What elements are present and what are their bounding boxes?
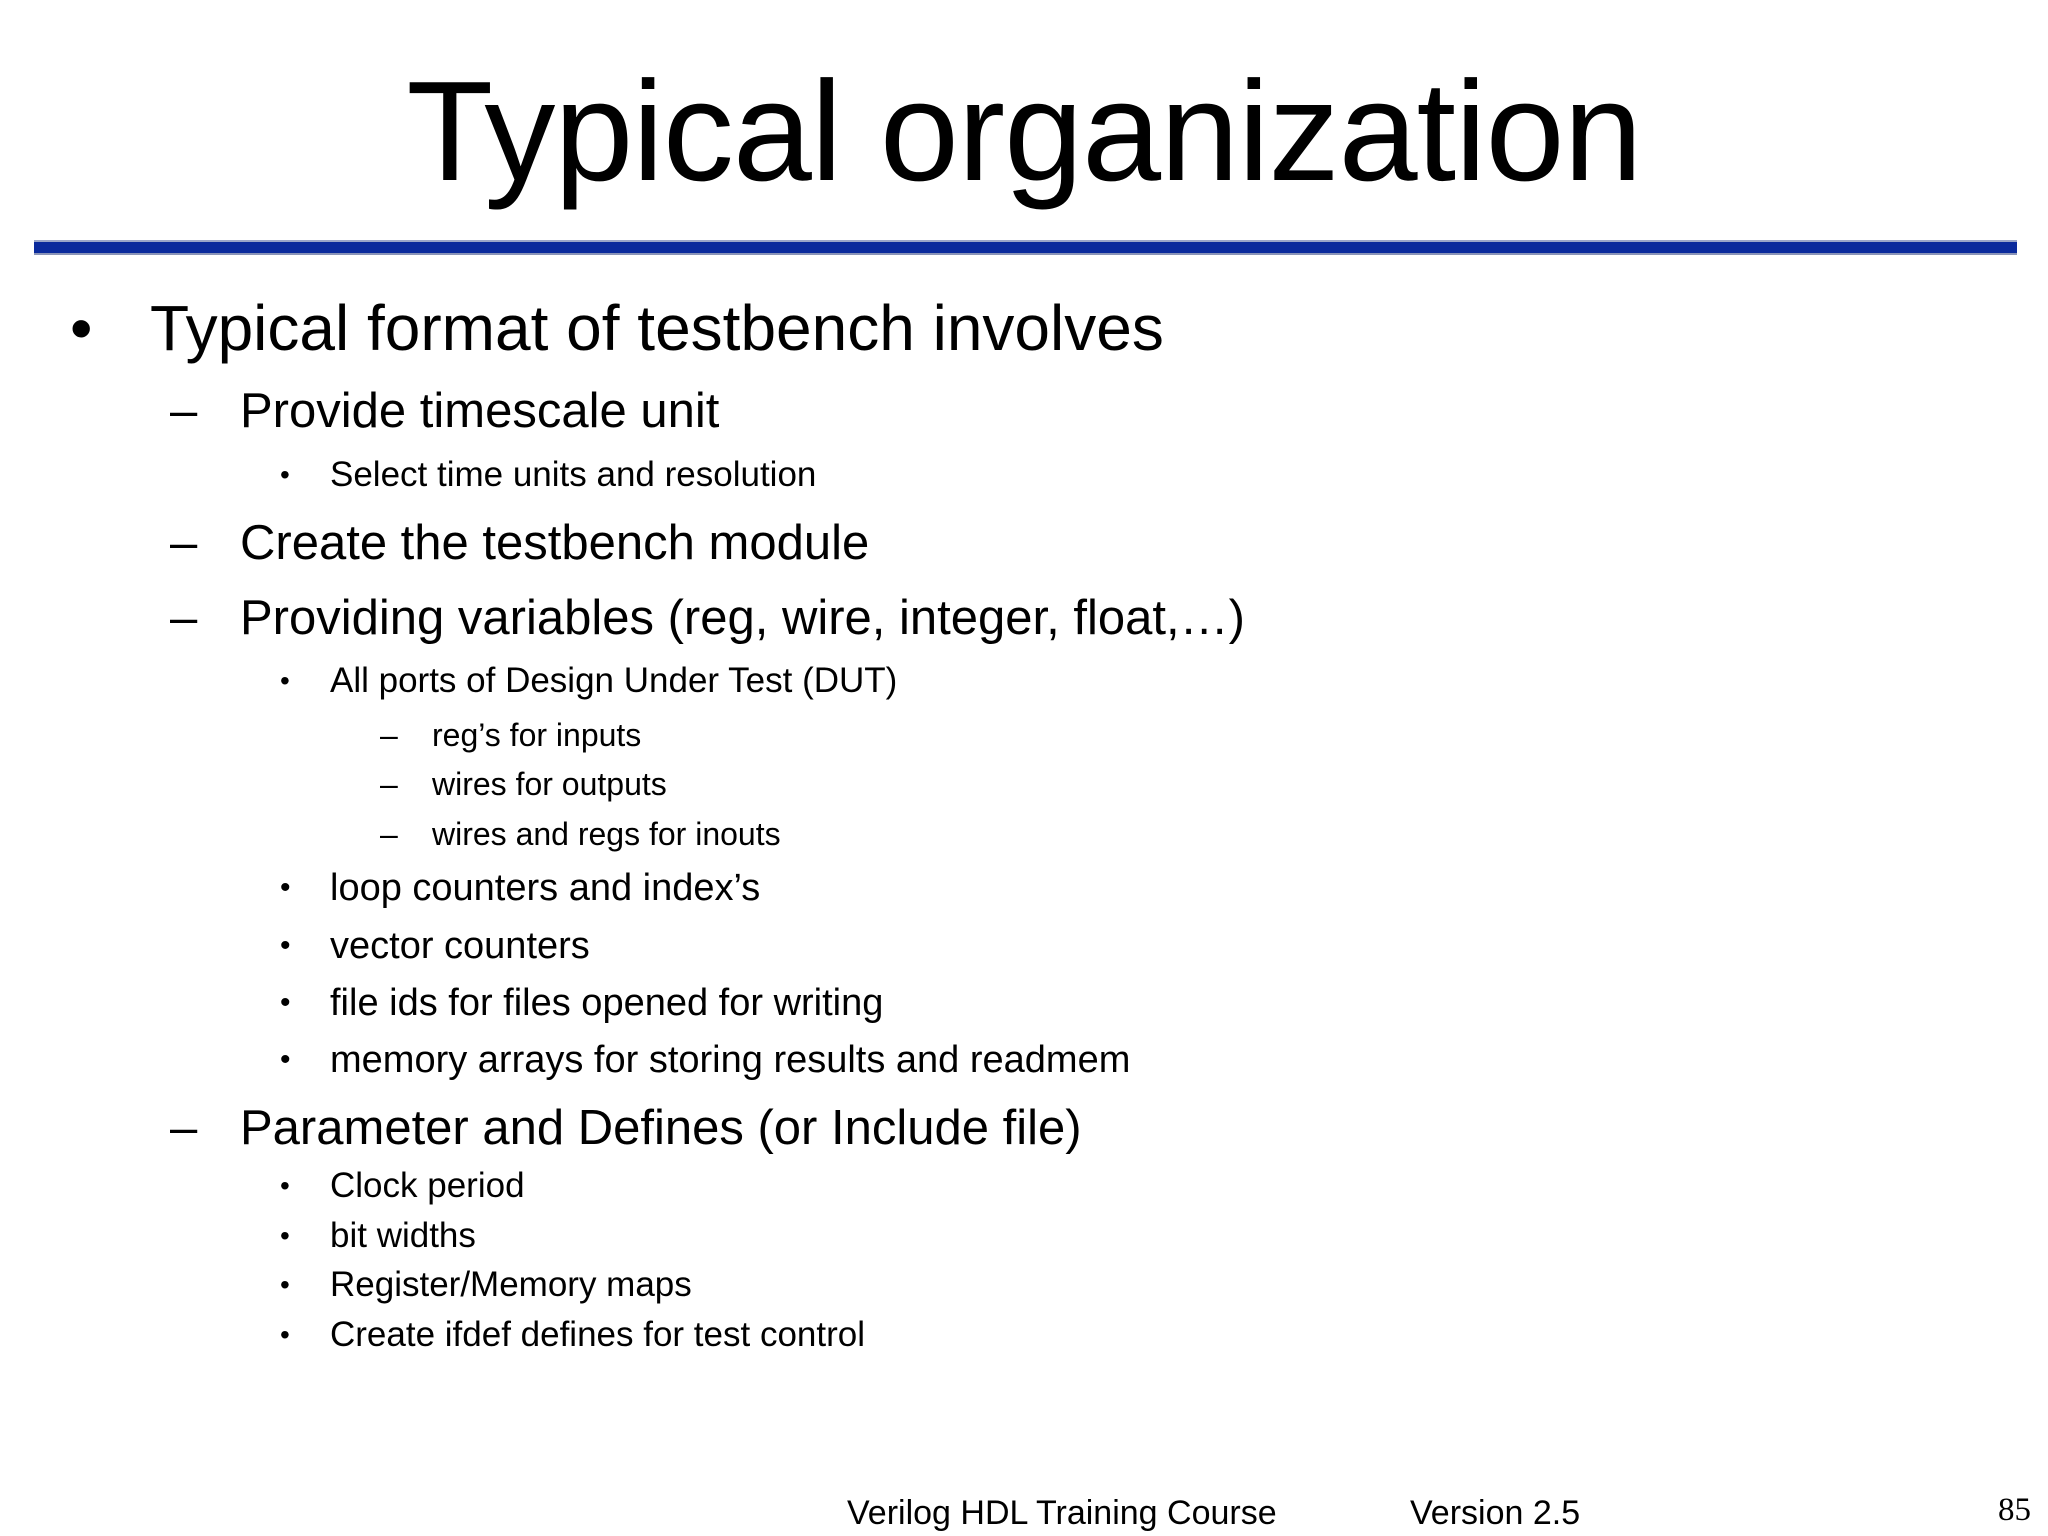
dash-marker: – — [170, 1101, 198, 1155]
bullet-level1 — [70, 292, 1164, 364]
dash-marker: – — [380, 816, 398, 852]
bullet-marker: • — [280, 1269, 290, 1300]
dash-marker: – — [170, 516, 198, 570]
bullet-level2 — [170, 590, 1245, 646]
footer-course-title: Verilog HDL Training Course — [847, 1494, 1277, 1532]
bullet-marker: • — [280, 1170, 290, 1201]
bullet-marker: • — [280, 871, 291, 904]
footer-version: Version 2.5 — [1410, 1494, 1581, 1532]
bullet-text: Provide timescale unit — [240, 384, 720, 438]
dash-marker: – — [380, 766, 398, 802]
bullet-text: Register/Memory maps — [330, 1265, 692, 1304]
bullet-text: wires and regs for inouts — [432, 816, 781, 852]
bullet-text: Create the testbench module — [240, 516, 870, 570]
bullet-marker: • — [70, 292, 93, 364]
bullet-level3 — [280, 1216, 476, 1256]
bullet-text: loop counters and index’s — [330, 867, 761, 909]
bullet-text: All ports of Design Under Test (DUT) — [330, 661, 898, 700]
bullet-marker: • — [280, 1043, 291, 1076]
bullet-text: reg’s for inputs — [432, 717, 642, 753]
bullet-text: Clock period — [330, 1166, 525, 1205]
bullet-text: file ids for files opened for writing — [330, 982, 884, 1024]
dash-marker: – — [170, 591, 198, 645]
bullet-text: Select time units and resolution — [330, 455, 817, 494]
title-divider — [34, 240, 2017, 255]
bullet-marker: • — [280, 929, 291, 962]
bullet-level3 — [280, 661, 898, 701]
bullet-text: memory arrays for storing results and readmem — [330, 1039, 1131, 1081]
bullet-level3 — [280, 866, 761, 910]
bullet-level3 — [280, 1038, 1131, 1082]
bullet-level3 — [280, 924, 590, 968]
slide-title: Typical organization — [406, 52, 1642, 211]
bullet-level4 — [380, 815, 781, 853]
bullet-text: Typical format of testbench involves — [150, 292, 1164, 364]
bullet-text: Create ifdef defines for test control — [330, 1315, 865, 1354]
dash-marker: – — [170, 384, 198, 438]
bullet-level2 — [170, 515, 870, 571]
bullet-text: bit widths — [330, 1216, 476, 1255]
bullet-level3 — [280, 1315, 865, 1355]
bullet-level3 — [280, 1265, 692, 1305]
bullet-level3 — [280, 981, 884, 1025]
bullet-marker: • — [280, 665, 290, 696]
bullet-marker: • — [280, 459, 290, 490]
bullet-level2 — [170, 1100, 1082, 1156]
bullet-level3 — [280, 455, 817, 495]
dash-marker: – — [380, 717, 398, 753]
page-number: 85 — [1998, 1492, 2031, 1528]
bullet-level4 — [380, 716, 642, 754]
bullet-marker: • — [280, 986, 291, 1019]
bullet-marker: • — [280, 1220, 290, 1251]
bullet-text: Parameter and Defines (or Include file) — [240, 1101, 1082, 1155]
bullet-text: Providing variables (reg, wire, integer, float,…) — [240, 591, 1245, 645]
bullet-text: wires for outputs — [432, 766, 667, 802]
bullet-level2 — [170, 383, 720, 439]
bullet-text: vector counters — [330, 925, 590, 967]
bullet-marker: • — [280, 1319, 290, 1350]
bullet-level4 — [380, 765, 667, 803]
bullet-level3 — [280, 1166, 525, 1206]
